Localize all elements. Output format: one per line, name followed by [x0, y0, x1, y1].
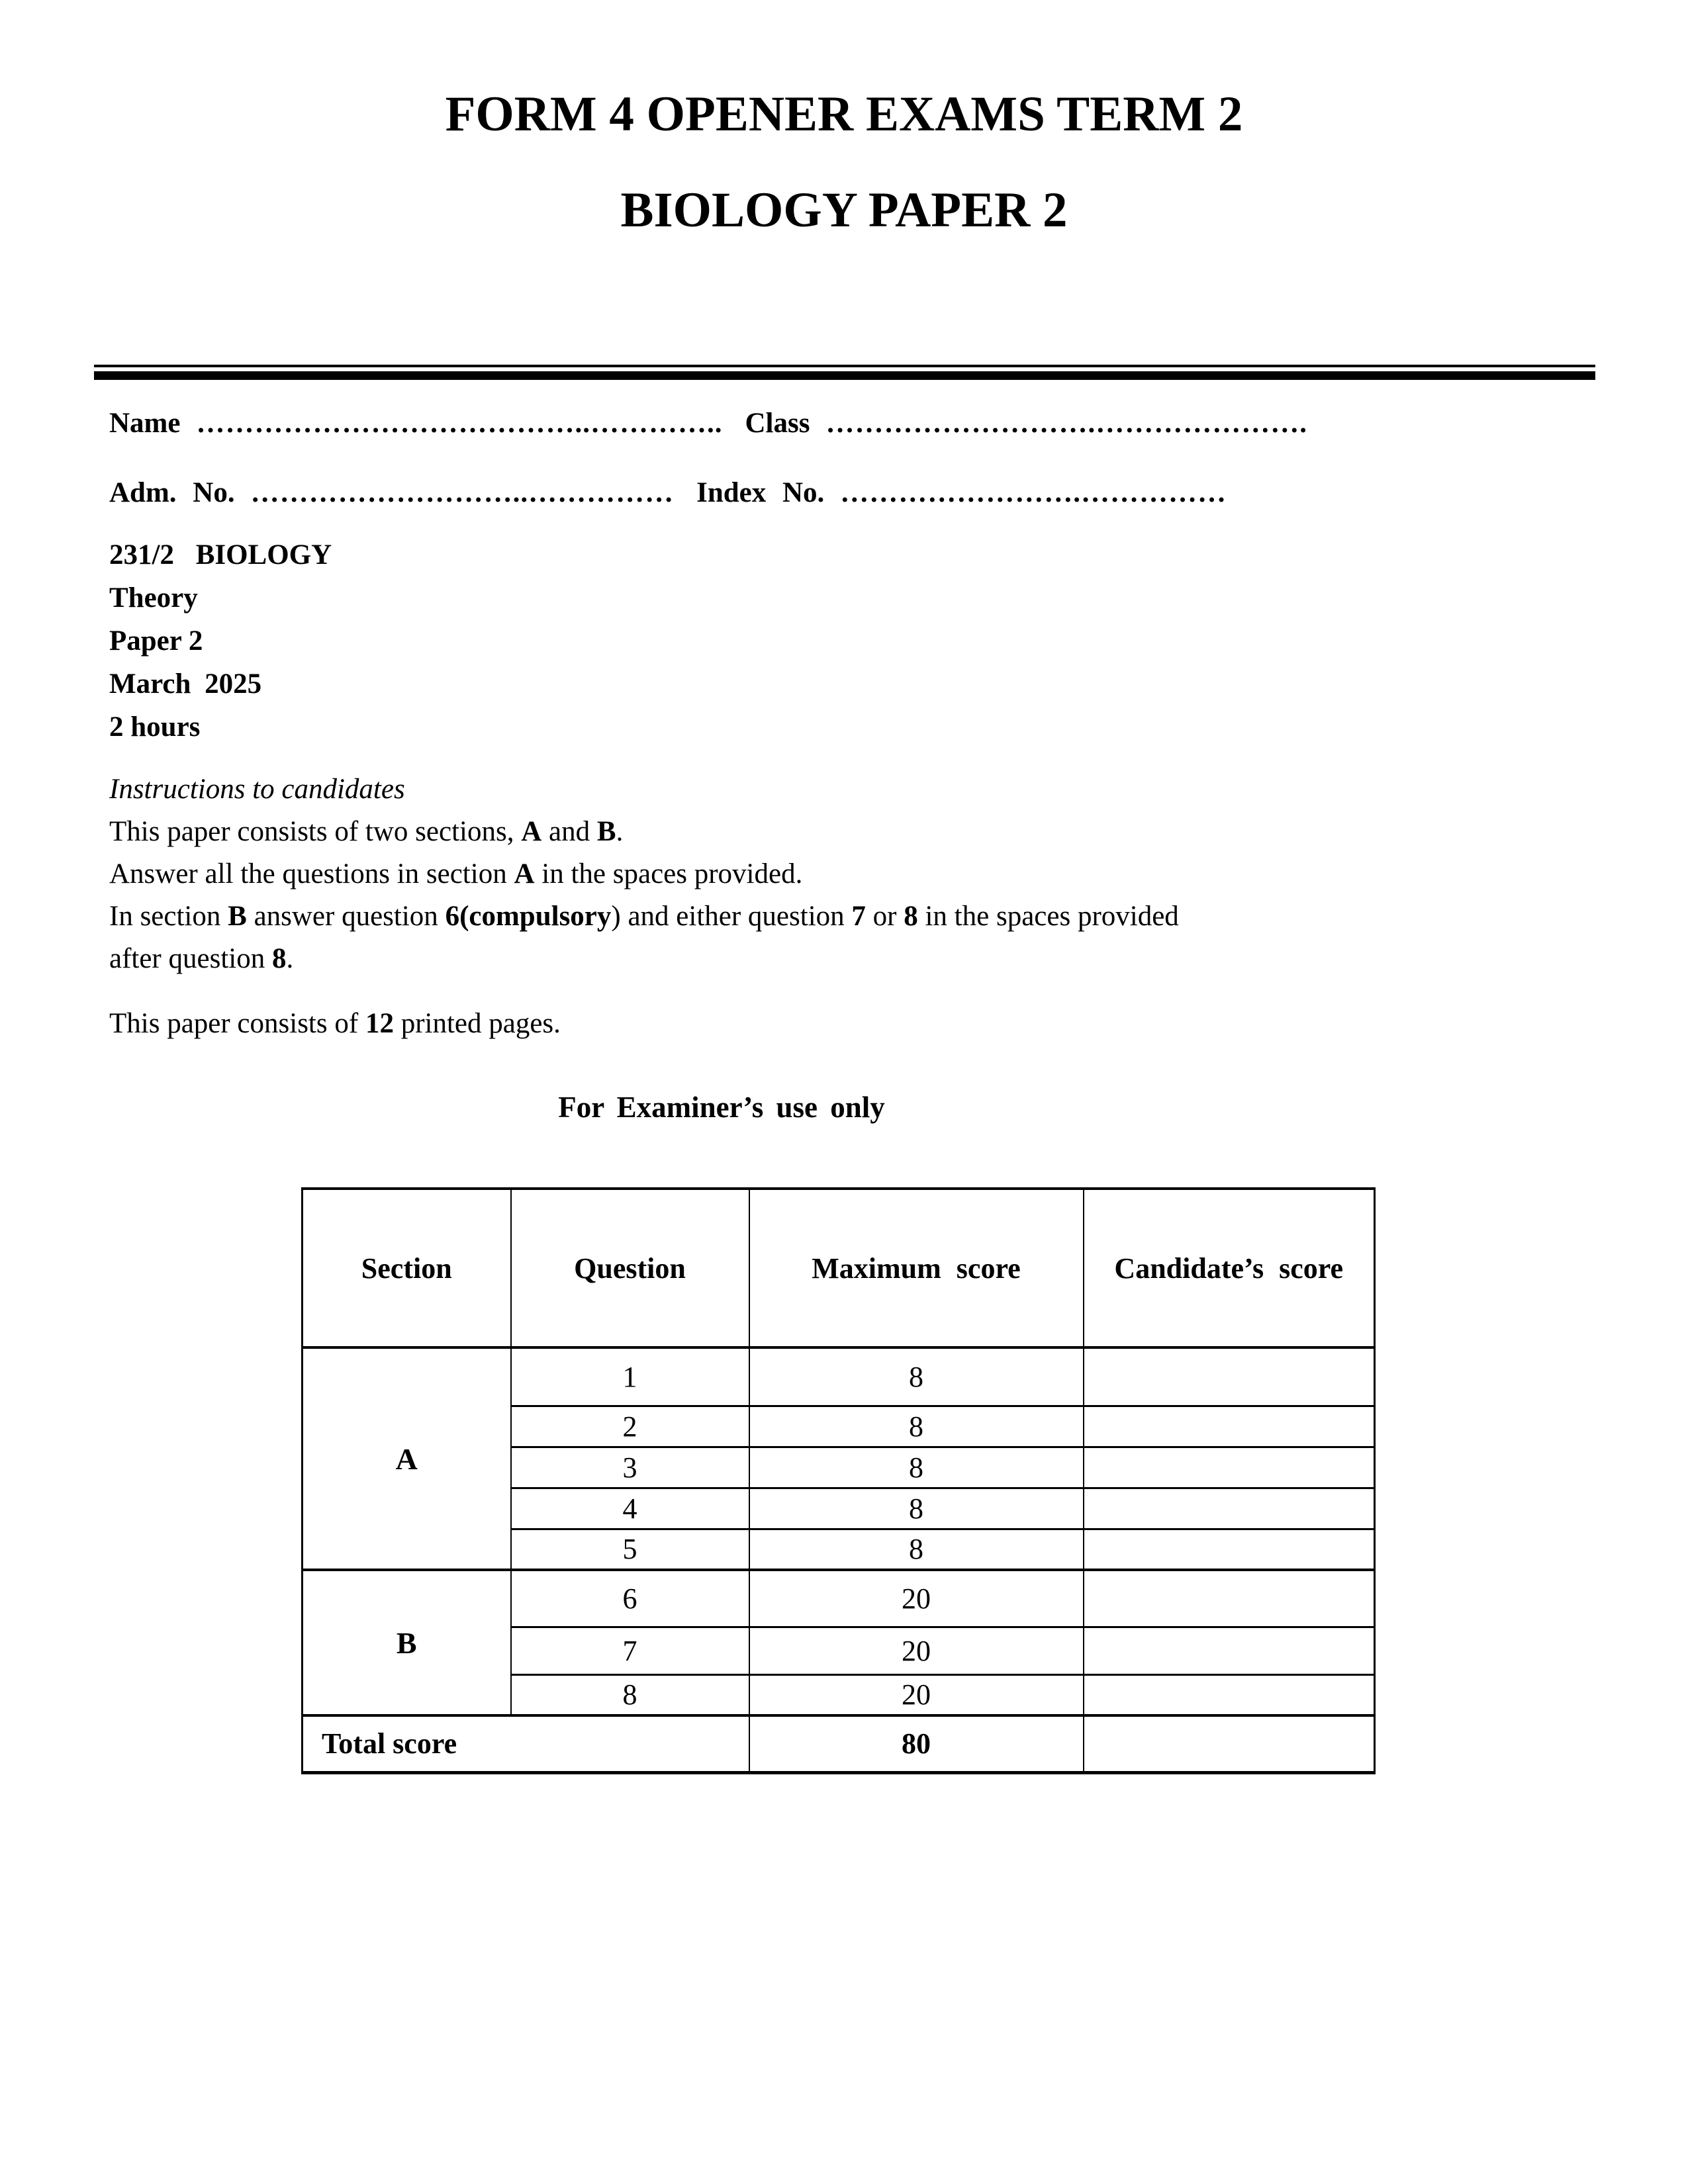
candidate-score-cell: [1084, 1674, 1375, 1715]
paper-date: March 2025: [109, 668, 262, 700]
maximum-score-cell: 8: [749, 1406, 1084, 1447]
table-header-row: [303, 1189, 1375, 1347]
paper-info-block: [109, 533, 1688, 749]
adm-no-label: Adm. No.: [109, 477, 235, 508]
candidate-score-cell: [1084, 1447, 1375, 1488]
index-no-label: Index No.: [696, 477, 825, 508]
total-candidate-score-cell: [1084, 1715, 1375, 1772]
instruction-line-3: In section B answer question 6(compulsory) and either question 7 or 8 in the spaces provided: [109, 901, 1179, 932]
candidate-score-cell: [1084, 1488, 1375, 1529]
question-number-cell: 4: [511, 1488, 749, 1529]
col-header-question: Question: [511, 1189, 749, 1347]
candidate-score-cell: [1084, 1406, 1375, 1447]
name-label: Name: [109, 408, 181, 439]
total-maximum-score: 80: [749, 1715, 1084, 1772]
maximum-score-cell: 20: [749, 1570, 1084, 1627]
question-number-cell: 2: [511, 1406, 749, 1447]
section-a-cell: A: [303, 1347, 511, 1570]
candidate-score-cell: [1084, 1529, 1375, 1570]
candidate-score-cell: [1084, 1347, 1375, 1406]
examiner-table-heading: For Examiner’s use only: [558, 1091, 885, 1124]
rule-thin-line: [94, 365, 1595, 367]
maximum-score-cell: 20: [749, 1627, 1084, 1674]
paper-title: BIOLOGY PAPER 2: [620, 183, 1068, 238]
candidate-score-cell: [1084, 1570, 1375, 1627]
exam-title: FORM 4 OPENER EXAMS TERM 2: [445, 87, 1243, 142]
paper-number: Paper 2: [109, 625, 203, 657]
total-score-row: [303, 1715, 1375, 1772]
instruction-line-1: This paper consists of two sections, A and B.: [109, 816, 624, 847]
maximum-score-cell: 8: [749, 1447, 1084, 1488]
rule-thick-line: [94, 371, 1595, 380]
name-fill-line: …………………………………..…………..: [196, 408, 723, 439]
question-number-cell: 7: [511, 1627, 749, 1674]
class-fill-line: ……………………….………………….: [825, 408, 1307, 439]
maximum-score-cell: 8: [749, 1529, 1084, 1570]
pages-note: This paper consists of 12 printed pages.: [109, 1008, 561, 1039]
instructions-heading: Instructions to candidates: [109, 774, 405, 805]
paper-code-subject: 231/2 BIOLOGY: [109, 539, 332, 570]
table-row: [303, 1570, 1375, 1627]
total-score-label: Total score: [303, 1715, 749, 1772]
paper-type: Theory: [109, 582, 198, 614]
question-number-cell: 5: [511, 1529, 749, 1570]
instruction-line-4: after question 8.: [109, 943, 294, 974]
instructions-block: [109, 768, 1632, 980]
question-number-cell: 6: [511, 1570, 749, 1627]
paper-duration: 2 hours: [109, 711, 201, 743]
name-class-line: [109, 402, 1632, 444]
section-b-cell: B: [303, 1570, 511, 1715]
maximum-score-cell: 8: [749, 1488, 1084, 1529]
question-number-cell: 1: [511, 1347, 749, 1406]
question-number-cell: 8: [511, 1674, 749, 1715]
col-header-maximum-score: Maximum score: [749, 1189, 1084, 1347]
table-row: [303, 1347, 1375, 1406]
col-header-candidates-score: Candidate’s score: [1084, 1189, 1375, 1347]
question-number-cell: 3: [511, 1447, 749, 1488]
examiner-score-table: [301, 1187, 1376, 1774]
adm-no-fill-line: ………………………..……………: [250, 477, 675, 508]
instruction-line-2: Answer all the questions in section A in the spaces provided.: [109, 858, 803, 889]
maximum-score-cell: 8: [749, 1347, 1084, 1406]
maximum-score-cell: 20: [749, 1674, 1084, 1715]
index-no-fill-line: …………………….……………: [840, 477, 1227, 508]
double-rule: [94, 365, 1595, 380]
col-header-section: Section: [303, 1189, 511, 1347]
class-label: Class: [745, 408, 810, 439]
candidate-score-cell: [1084, 1627, 1375, 1674]
adm-index-line: [109, 472, 1632, 514]
